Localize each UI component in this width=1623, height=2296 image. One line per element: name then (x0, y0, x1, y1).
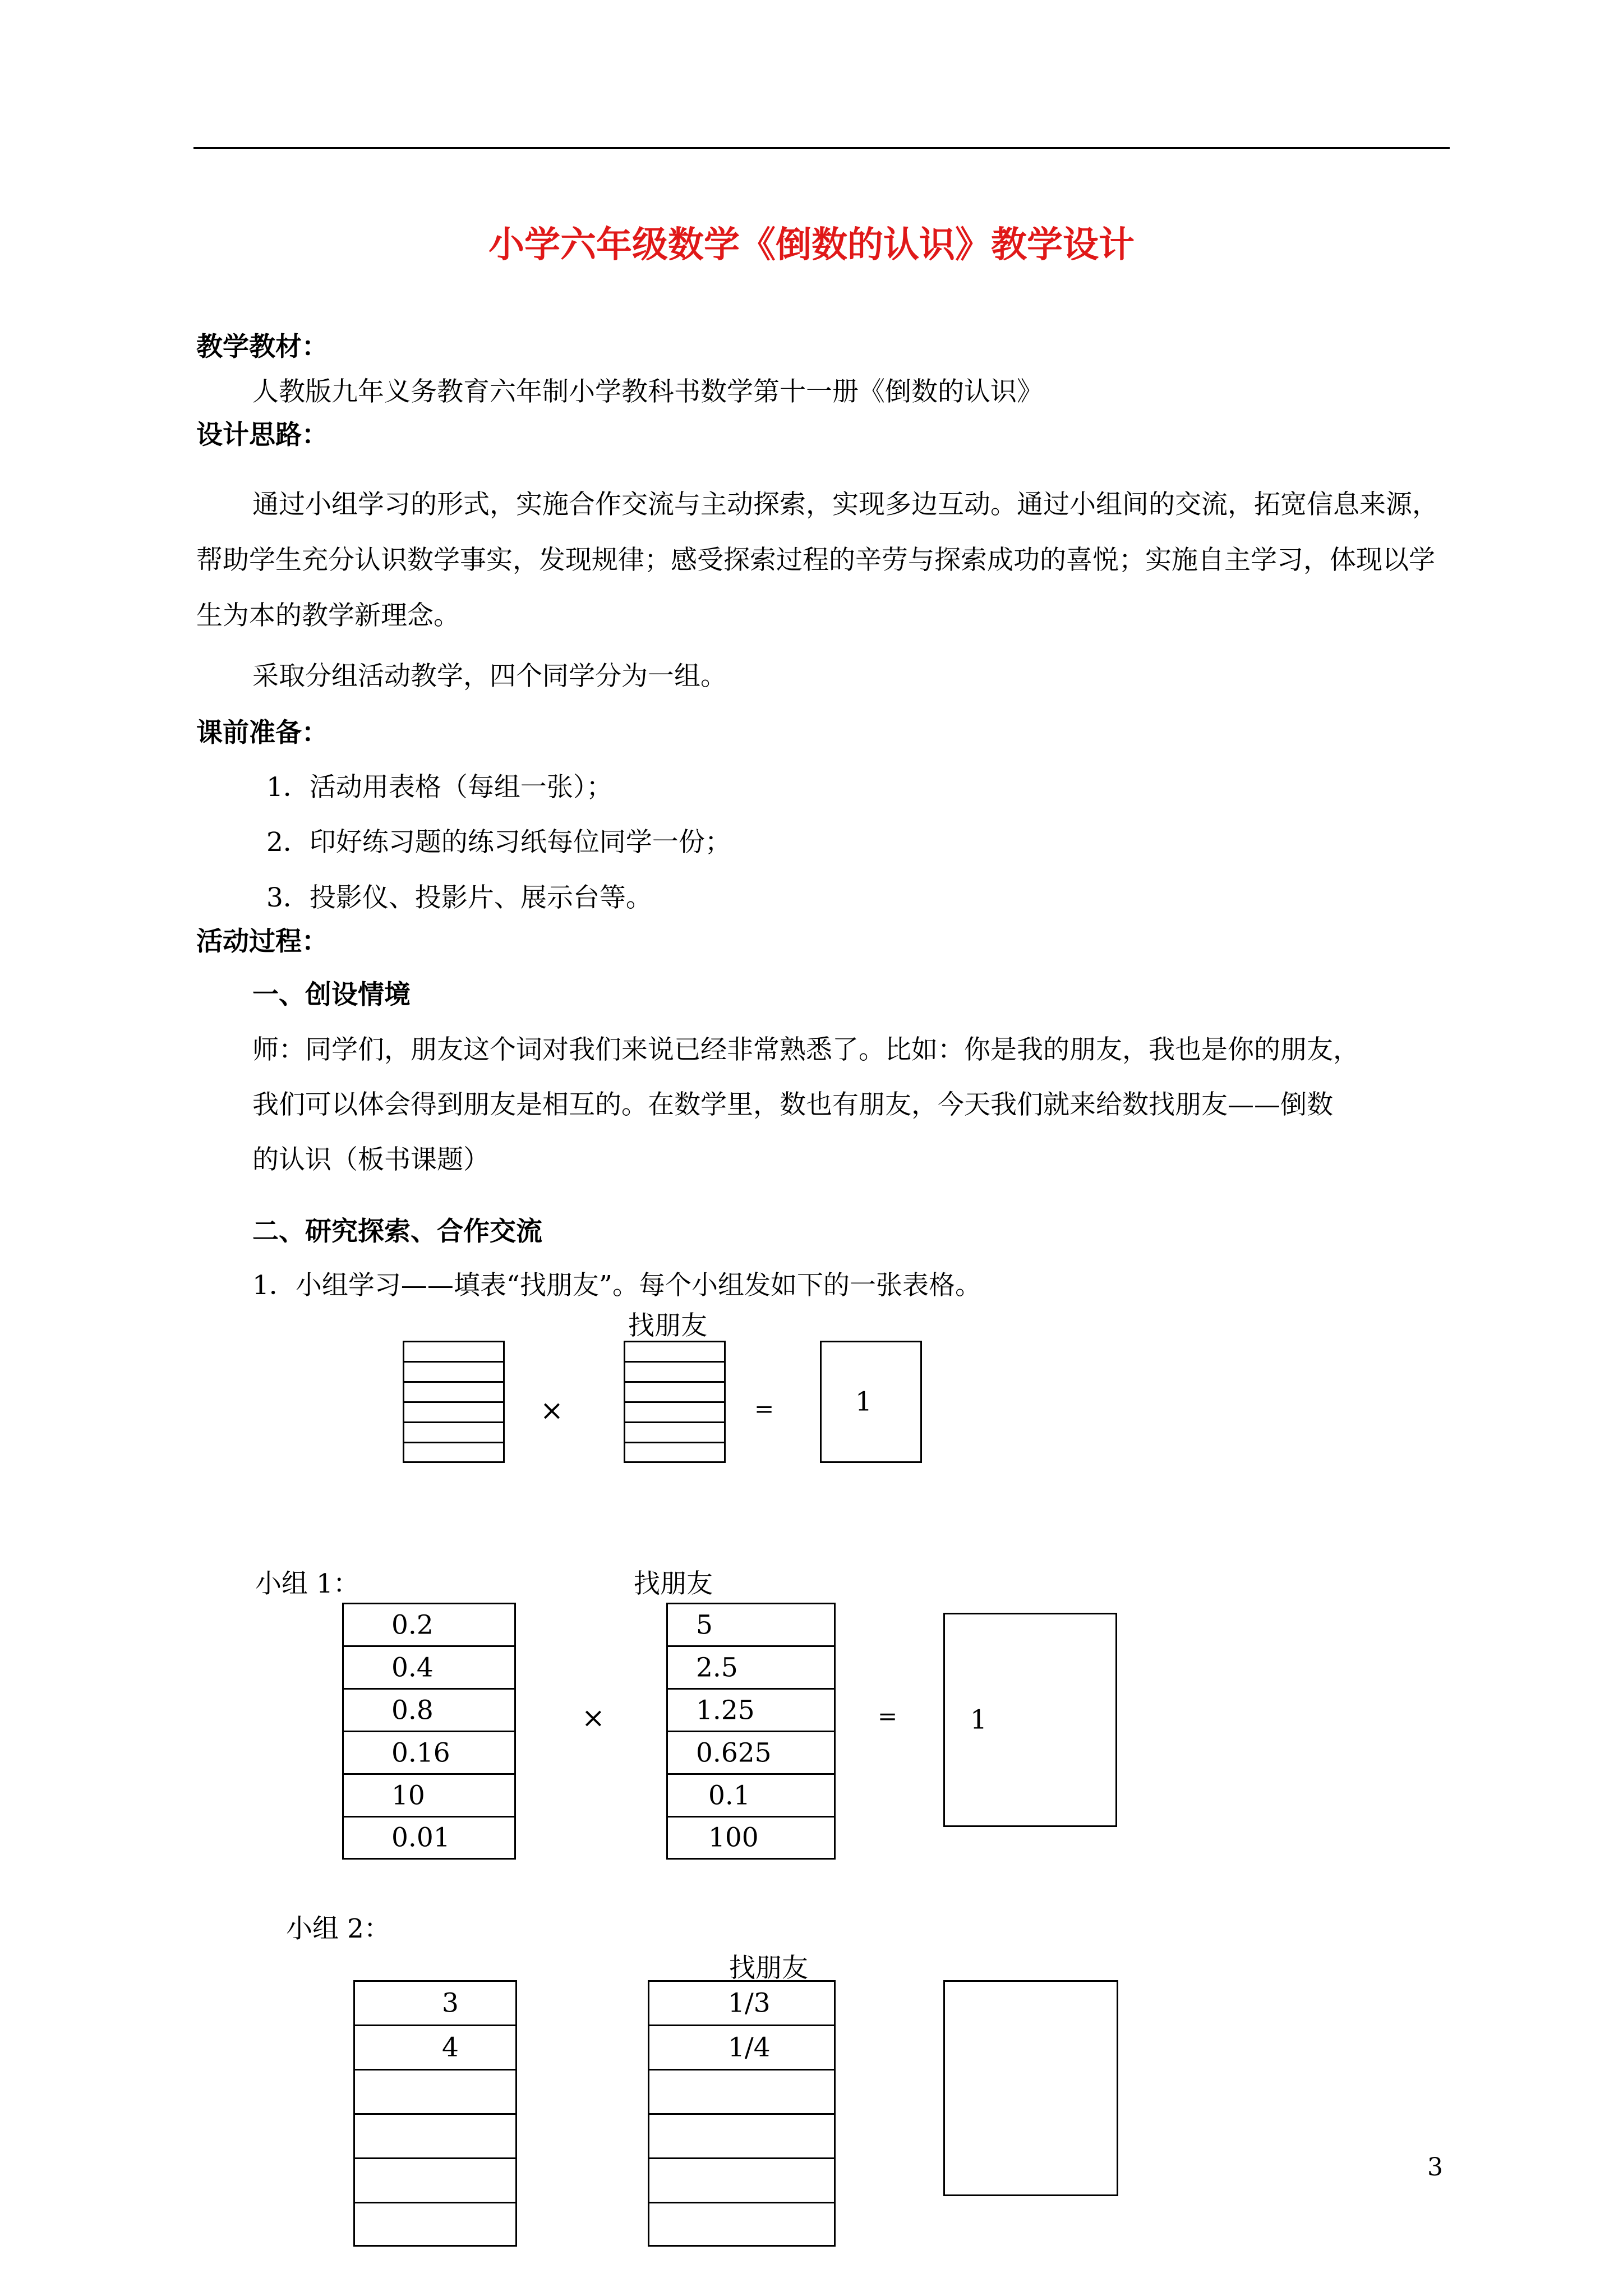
group1-right-cell: 2.5 (696, 1652, 738, 1683)
task-1: 1．小组学习——填表“找朋友”。每个小组发如下的一张表格。 (252, 1270, 981, 1301)
teacher-line-3: 的认识（板书课题） (252, 1144, 490, 1175)
table-row (355, 2115, 515, 2159)
template-result-value: 1 (855, 1386, 872, 1418)
table-row (649, 2203, 834, 2246)
table-row (355, 2070, 515, 2115)
group2-result-box (943, 1980, 1118, 2196)
table-row (668, 1604, 834, 1647)
template-left-grid (403, 1341, 505, 1463)
material-heading: 教学教材： (196, 332, 328, 362)
group1-left-grid (342, 1603, 516, 1860)
prep-heading: 课前准备： (196, 717, 328, 748)
table-row (344, 1604, 514, 1647)
template-find-friend-label: 找朋友 (628, 1310, 707, 1341)
group2-label: 小组 2： (286, 1913, 390, 1944)
section-heading-2: 二、研究探索、合作交流 (252, 1216, 542, 1247)
group1-left-cell: 10 (391, 1780, 425, 1811)
group1-left-cell: 0.01 (391, 1822, 450, 1853)
design-paragraph-2: 采取分组活动教学，四个同学分为一组。 (252, 661, 727, 692)
prep-item-2: 2．印好练习题的练习纸每位同学一份； (266, 827, 731, 858)
table-row (649, 2115, 834, 2159)
process-heading: 活动过程： (196, 926, 328, 957)
group1-left-cell: 0.8 (391, 1695, 434, 1726)
group1-equals-sign: = (878, 1703, 898, 1730)
table-row (668, 1732, 834, 1775)
table-row (668, 1690, 834, 1732)
table-row (355, 2159, 515, 2203)
group1-result-value: 1 (970, 1704, 987, 1736)
group1-right-grid (666, 1603, 836, 1860)
group1-left-cell: 0.16 (391, 1737, 450, 1768)
table-row (355, 2026, 515, 2070)
group2-left-cell: 4 (442, 2032, 459, 2063)
template-result-box (820, 1341, 922, 1463)
group2-left-grid (353, 1980, 517, 2247)
table-row (668, 1647, 834, 1690)
group1-right-cell: 0.625 (696, 1737, 772, 1768)
table-row (649, 2070, 834, 2115)
template-times-sign: × (540, 1394, 564, 1427)
group2-right-cell: 1/4 (728, 2032, 771, 2063)
group1-right-cell: 5 (696, 1609, 713, 1640)
table-row (344, 1732, 514, 1775)
group1-right-cell: 1.25 (696, 1695, 755, 1726)
group1-find-friend-label: 找朋友 (634, 1568, 713, 1599)
prep-item-1: 1．活动用表格（每组一张）； (266, 772, 613, 803)
table-row (344, 1818, 514, 1858)
group1-label: 小组 1： (255, 1568, 359, 1599)
group1-result-box (943, 1613, 1117, 1827)
template-right-grid (624, 1341, 726, 1463)
group1-right-cell: 0.1 (708, 1780, 750, 1811)
group2-right-cell: 1/3 (728, 1987, 771, 2019)
group2-right-grid (648, 1980, 836, 2247)
table-row (344, 1775, 514, 1818)
table-row (649, 2026, 834, 2070)
design-heading: 设计思路： (196, 420, 328, 450)
group2-left-cell: 3 (442, 1987, 459, 2019)
material-text: 人教版九年义务教育六年制小学教科书数学第十一册《倒数的认识》 (252, 376, 1043, 407)
table-row (668, 1818, 834, 1858)
table-row (668, 1775, 834, 1818)
teacher-line-1: 师：同学们，朋友这个词对我们来说已经非常熟悉了。比如：你是我的朋友，我也是你的朋友， (252, 1034, 1359, 1065)
table-row (355, 1982, 515, 2026)
section-heading-1: 一、创设情境 (252, 979, 411, 1010)
design-paragraph-1: 通过小组学习的形式，实施合作交流与主动探索，实现多边互动。通过小组间的交流，拓宽信息来源，帮助学生充分认识数学事实，发现规律；感受探索过程的辛劳与探索成功的喜悦；实施自主学习，体现以学生为本的教学新理念。 (196, 489, 1438, 631)
table-row (355, 2203, 515, 2246)
group1-left-cell: 0.4 (391, 1652, 434, 1683)
table-row (649, 2159, 834, 2203)
group1-right-cell: 100 (708, 1822, 759, 1853)
teacher-line-2: 我们可以体会得到朋友是相互的。在数学里，数也有朋友，今天我们就来给数找朋友——倒数 (252, 1089, 1333, 1120)
page-number: 3 (1427, 2153, 1443, 2182)
group2-find-friend-label: 找朋友 (729, 1953, 808, 1984)
prep-item-3: 3．投影仪、投影片、展示台等。 (266, 882, 652, 913)
table-row (344, 1647, 514, 1690)
table-row (344, 1690, 514, 1732)
group1-left-cell: 0.2 (391, 1609, 434, 1640)
template-equals-sign: = (754, 1395, 774, 1423)
group1-times-sign: × (582, 1701, 605, 1734)
table-row (649, 1982, 834, 2026)
header-rule (193, 147, 1450, 149)
page-title: 小学六年级数学《倒数的认识》教学设计 (488, 224, 1135, 266)
